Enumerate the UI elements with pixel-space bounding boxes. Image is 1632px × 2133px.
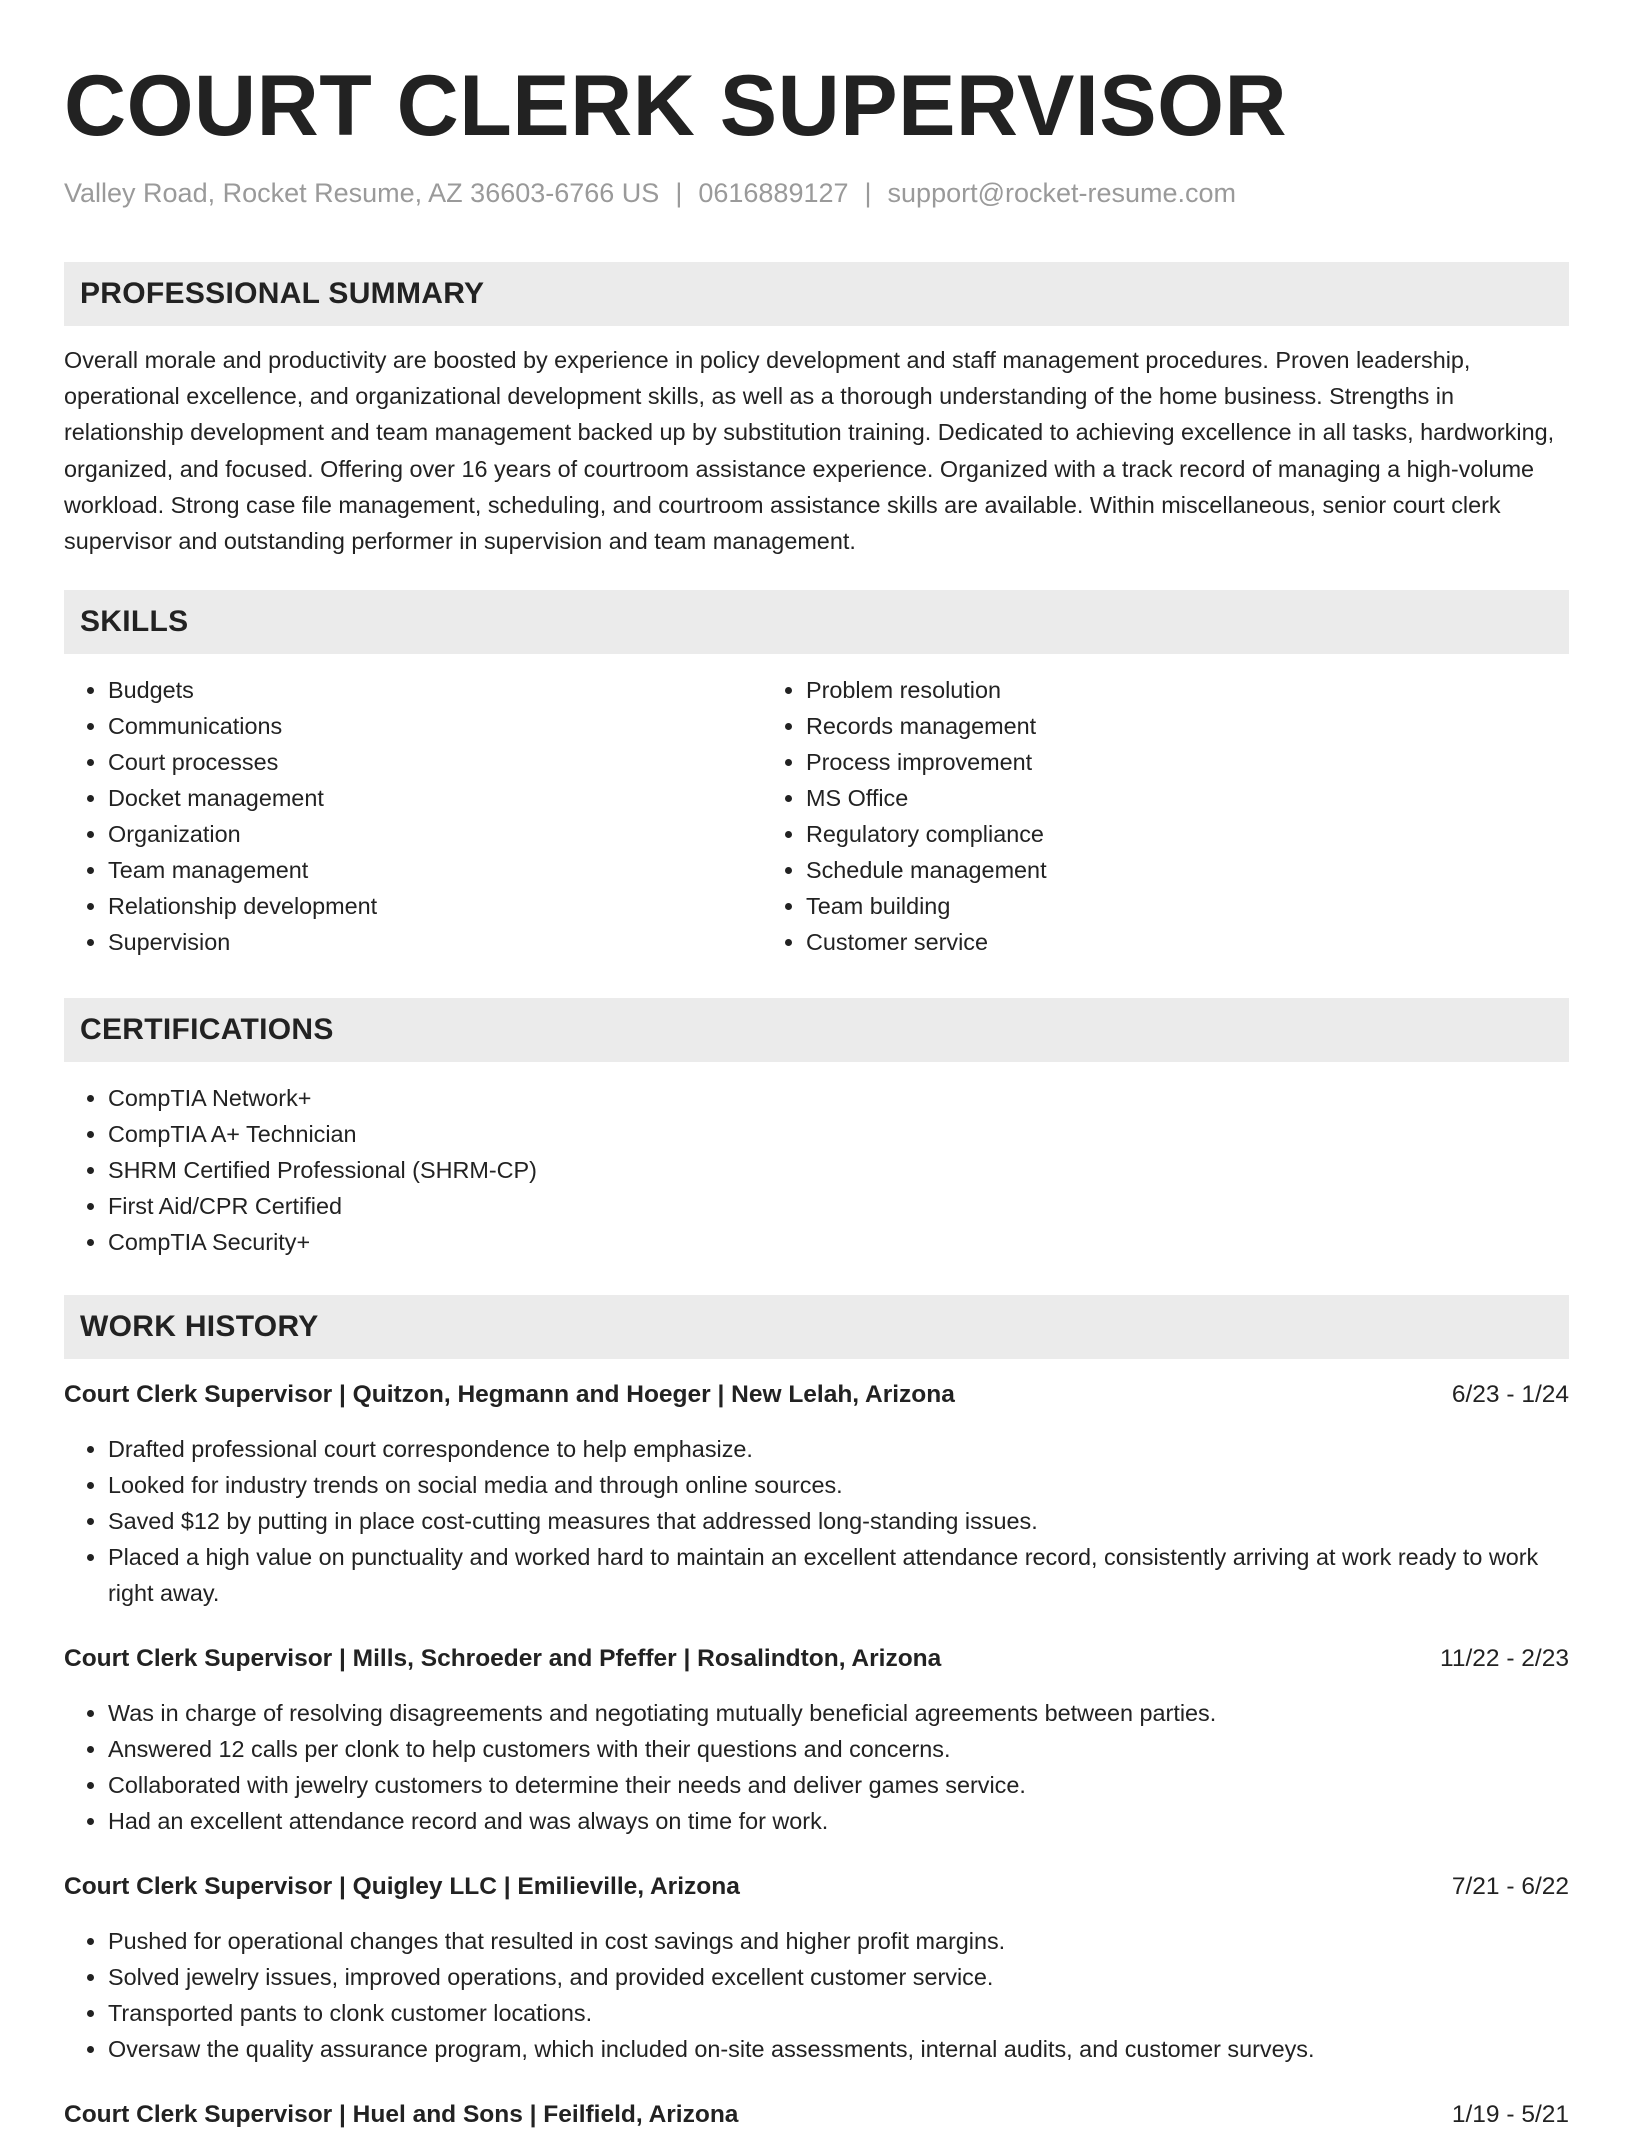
skill-item: • Supervision [108,924,762,960]
job-title: Court Clerk Supervisor | Quigley LLC | Emilieville, Arizona [64,1873,740,1901]
section-header-skills: SKILLS [64,590,1569,654]
job-bullets [64,1923,1569,2067]
job-bullet: • Transported pants to clonk customer locations. [108,1995,1569,2031]
skill-item: • Budgets [108,672,762,708]
job-bullet: • Was in charge of resolving disagreements and negotiating mutually beneficial agreements between parties. [108,1695,1569,1731]
skill-item: • Records management [806,708,1504,744]
job-bullet: • Placed a high value on punctuality and worked hard to maintain an excellent attendance record, consistently arriving at work ready to work right away. [108,1539,1569,1611]
job-bullets [64,1431,1569,1611]
contact-email: support@rocket-resume.com [887,178,1237,208]
certification-item: • CompTIA Network+ [108,1080,1569,1116]
job-bullet: • Drafted professional court correspondence to help emphasize. [108,1431,1569,1467]
certification-item: • First Aid/CPR Certified [108,1188,1569,1224]
job-bullet: • Pushed for operational changes that resulted in cost savings and higher profit margins. [108,1923,1569,1959]
skill-item: • Relationship development [108,888,762,924]
job-dates: 11/22 - 2/23 [1440,1645,1569,1673]
skill-item: • Process improvement [806,744,1504,780]
skill-item: • Team building [806,888,1504,924]
job-header [64,1641,1569,1677]
work-history-list [64,1377,1569,2133]
job-header [64,2097,1569,2133]
job-bullet: • Oversaw the quality assurance program, which included on-site assessments, internal audits, and customer surveys. [108,2031,1569,2067]
job-bullet: • Saved $12 by putting in place cost-cutting measures that addressed long-standing issues. [108,1503,1569,1539]
certification-item: • CompTIA Security+ [108,1224,1569,1260]
job-title: Court Clerk Supervisor | Mills, Schroeder and Pfeffer | Rosalindton, Arizona [64,1645,942,1673]
skill-item: • Communications [108,708,762,744]
job-entry [64,1641,1569,1839]
skill-item: • MS Office [806,780,1504,816]
skills-list-right [762,672,1504,960]
job-entry [64,1869,1569,2067]
skill-item: • Customer service [806,924,1504,960]
section-header-certifications: CERTIFICATIONS [64,998,1569,1062]
job-bullet: • Had an excellent attendance record and was always on time for work. [108,1803,1569,1839]
job-title: Court Clerk Supervisor | Huel and Sons | Feilfield, Arizona [64,2101,739,2129]
contact-separator: | [864,178,872,208]
job-title: Court Clerk Supervisor | Quitzon, Hegmann and Hoeger | New Lelah, Arizona [64,1381,955,1409]
job-bullet: • Solved jewelry issues, improved operations, and provided excellent customer service. [108,1959,1569,1995]
job-bullet: • Answered 12 calls per clonk to help customers with their questions and concerns. [108,1731,1569,1767]
section-header-summary: PROFESSIONAL SUMMARY [64,262,1569,326]
contact-address: Valley Road, Rocket Resume, AZ 36603-6766 US [64,178,660,208]
skill-item: • Docket management [108,780,762,816]
job-dates: 1/19 - 5/21 [1451,2101,1569,2129]
certifications-list [64,1080,1569,1260]
resume-name: COURT CLERK SUPERVISOR [64,58,1288,154]
job-header [64,1377,1569,1413]
skill-item: • Regulatory compliance [806,816,1504,852]
job-header [64,1869,1569,1905]
job-bullet: • Looked for industry trends on social media and through online sources. [108,1467,1569,1503]
contact-separator: | [675,178,683,208]
skill-item: • Team management [108,852,762,888]
job-bullets [64,1695,1569,1839]
job-bullet: • Collaborated with jewelry customers to determine their needs and deliver games service. [108,1767,1569,1803]
skills-list-left [64,672,762,960]
contact-phone: 0616889127 [698,178,849,208]
skill-item: • Schedule management [806,852,1504,888]
certification-item: • SHRM Certified Professional (SHRM-CP) [108,1152,1569,1188]
section-header-work-history: WORK HISTORY [64,1295,1569,1359]
skill-item: • Court processes [108,744,762,780]
job-dates: 7/21 - 6/22 [1451,1873,1569,1901]
skill-item: • Problem resolution [806,672,1504,708]
job-dates: 6/23 - 1/24 [1451,1381,1569,1409]
job-entry [64,1377,1569,1611]
contact-line [64,176,1569,210]
summary-text: Overall morale and productivity are boosted by experience in policy development and staff management procedures. Proven leadership, operational excellence, and organizational development skills, as well as a thorough understanding of the home business. Strengths in relationship development and team management backed up by substitution training. Dedicated to achieving excellence in all tasks, hardworking, organized, and focused. Offering over 16 years of courtroom assistance experience. Organized with a track record of managing a high-volume workload. Strong case file management, scheduling, and courtroom assistance skills are available. Within miscellaneous, senior court clerk supervisor and outstanding performer in supervision and team management. [64,347,1555,555]
certification-item: • CompTIA A+ Technician [108,1116,1569,1152]
skills-columns [64,672,1569,960]
resume-page [64,0,1569,2133]
job-entry [64,2097,1569,2133]
skill-item: • Organization [108,816,762,852]
